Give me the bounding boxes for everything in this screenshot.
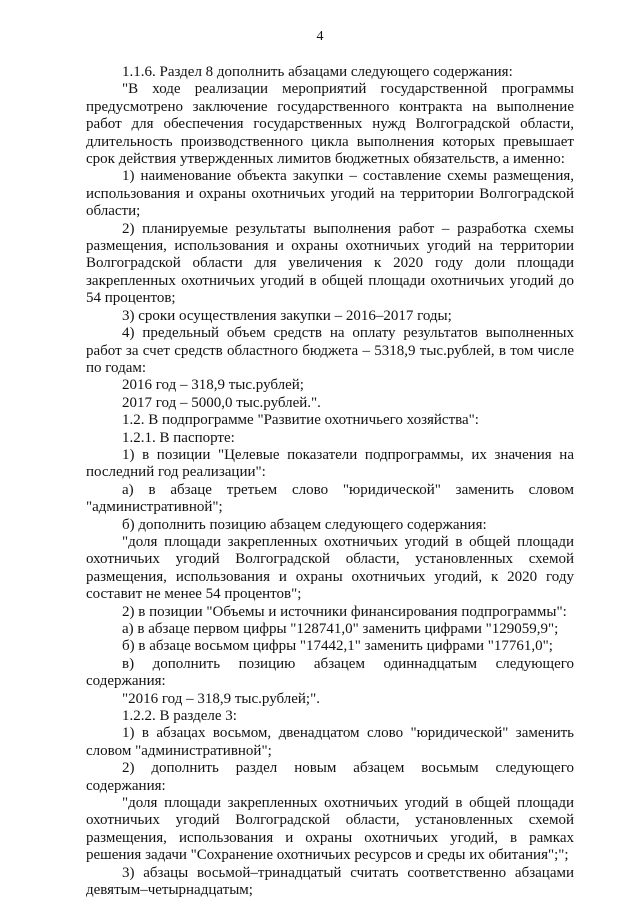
paragraph: 1) в позиции "Целевые показатели подпрограммы, их значения на последний год реализации": <box>86 446 574 481</box>
paragraph: а) в абзаце третьем слово "юридической" заменить словом "административной"; <box>86 481 574 516</box>
paragraph: 3) абзацы восьмой–тринадцатый считать соответственно абзацами девятым–четырнадцатым; <box>86 864 574 899</box>
paragraph: 1.2.2. В разделе 3: <box>122 708 237 725</box>
paragraph: 2) дополнить раздел новым абзацем восьмым следующего содержания: <box>86 760 574 794</box>
paragraph: б) дополнить позицию абзацем следующего содержания: <box>122 516 487 533</box>
page-number: 4 <box>316 29 324 44</box>
paragraph: 1.1.6. Раздел 8 дополнить абзацами следующего содержания: <box>122 64 513 80</box>
paragraph: 1.2. В подпрограмме "Развитие охотничьего хозяйства": <box>122 412 479 429</box>
paragraph: 2) в позиции "Объемы и источники финансирования подпрограммы": <box>122 603 567 620</box>
paragraph: 2) планируемые результаты выполнения работ – разработка схемы размещения, использования и охраны охотничьих угодий на территории Волгоградской области для увеличения к 2020 году доли площади закрепленных охотничьих угодий в общей площади охотничьих угодий до 54 процентов; <box>86 220 574 307</box>
paragraph: 3) сроки осуществления закупки – 2016–2017 годы; <box>122 307 452 324</box>
paragraph: 1) наименование объекта закупки – составление схемы размещения, использования и охраны охотничьих угодий на территории Волгоградской области; <box>86 168 574 220</box>
paragraph: 2017 год – 5000,0 тыс.рублей.". <box>122 394 321 411</box>
paragraph: "В ходе реализации мероприятий государственной программы предусмотрено заключение государственного контракта на выполнение работ для обеспечения государственных нужд Волгоградской области, длительность производственного цикла выполнения которых превышает срок действия утвержденных лимитов бюджетных обязательств, а именно: <box>86 81 574 168</box>
paragraph: а) в абзаце первом цифры "128741,0" заменить цифрами "129059,9"; <box>122 621 559 637</box>
paragraph: в) дополнить позицию абзацем одиннадцатым следующего содержания: <box>86 655 574 690</box>
paragraph: 1) в абзацах восьмом, двенадцатом слово "юридической" заменить словом "административной"; <box>86 725 574 759</box>
paragraph: 2016 год – 318,9 тыс.рублей; <box>122 377 304 394</box>
paragraph: б) в абзаце восьмом цифры "17442,1" заменить цифрами "17761,0"; <box>122 638 553 655</box>
paragraph: "доля площади закрепленных охотничьих угодий в общей площади охотничьих угодий Волгоградской области, установленных схемой размещения, использования и охраны охотничьих угодий, к 2020 году составит не менее 54 процентов"; <box>86 533 574 603</box>
paragraph: "2016 год – 318,9 тыс.рублей;". <box>122 690 320 707</box>
document-body <box>86 64 574 900</box>
paragraph: 1.2.1. В паспорте: <box>122 429 235 446</box>
paragraph: 4) предельный объем средств на оплату результатов выполненных работ за счет средств областного бюджета – 5318,9 тыс.рублей, в том числе по годам: <box>86 325 574 376</box>
paragraph: "доля площади закрепленных охотничьих угодий в общей площади охотничьих угодий Волгоградской области, установленных схемой размещения, использования и охраны охотничьих угодий, в рамках решения задачи "Сохранение охотничьих ресурсов и среды их обитания";"; <box>86 795 574 864</box>
